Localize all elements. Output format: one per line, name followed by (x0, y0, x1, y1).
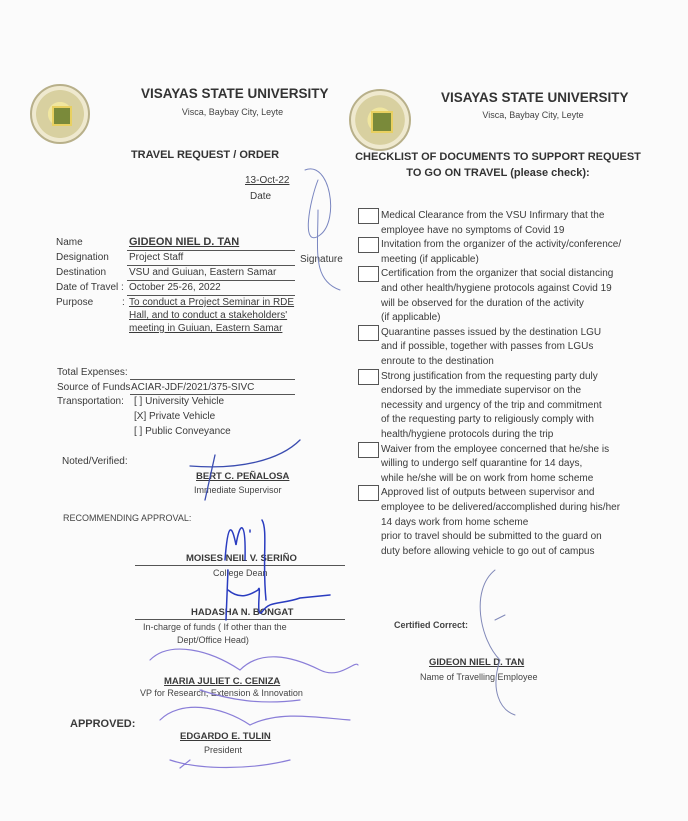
noted-label: Noted/Verified: (62, 456, 128, 467)
destination-label: Destination (56, 267, 107, 278)
checklist-item-text: Approved list of outputs between supervisor and (381, 487, 595, 499)
certified-correct-label: Certified Correct: (394, 620, 469, 630)
checklist-item-text: willing to undergo self quarantine for 14 days, (381, 458, 583, 470)
checklist-item-text: and if possible, together with passes from LGUs (381, 341, 594, 353)
form-title: TRAVEL REQUEST / ORDER (130, 149, 280, 161)
checklist-title: TO GO ON TRAVEL (please check): (406, 167, 590, 179)
checklist-item-text: Quarantine passes issued by the destination LGU (381, 326, 602, 338)
checklist-item-text: while he/she will be on work from home scheme (381, 472, 594, 484)
university-name: VISAYAS STATE UNIVERSITY (441, 90, 629, 105)
purpose-line: Hall, and to conduct a stakeholders' (129, 310, 288, 321)
approved-label: APPROVED: (70, 718, 136, 730)
transport-option-university: [ ] University Vehicle (134, 396, 225, 407)
designation-label: Designation (56, 252, 109, 263)
source-of-funds-label: Source of Funds (57, 382, 131, 393)
destination-value: VSU and Guiuan, Eastern Samar (129, 267, 277, 278)
checklist-title: CHECKLIST OF DOCUMENTS TO SUPPORT REQUEST (355, 151, 641, 163)
source-of-funds-value: ACIAR-JDF/2021/375-SIVC (131, 382, 296, 393)
university-address: Visca, Baybay City, Leyte (181, 107, 284, 117)
checklist-item-text: employee have no symptoms of Covid 19 (381, 224, 565, 236)
employee-title: Name of Travelling Employee (420, 672, 538, 682)
signature-label: Signature (300, 254, 343, 265)
name-label: Name (56, 237, 83, 248)
recommending-approval-label: RECOMMENDING APPROVAL: (63, 513, 192, 523)
checklist-item-text: and other health/hygiene protocols against Covid 19 (381, 283, 612, 294)
president-name: EDGARDO E. TULIN (180, 731, 271, 742)
checklist-item-text: employee to be delivered/accomplished during his/her (381, 502, 621, 513)
checklist-item-text: Certification from the organizer that social distancing (381, 268, 614, 280)
checklist-item-text: Invitation from the organizer of the activity/conference/ (381, 239, 622, 251)
vp-name: MARIA JULIET C. CENIZA (164, 676, 281, 687)
checklist-item-text: necessity and urgency of the trip and commitment (381, 399, 602, 411)
checklist-item-text: Waiver from the employee concerned that he/she is (381, 443, 610, 455)
total-expenses-label: Total Expenses: (57, 367, 128, 378)
funds-incharge-title: In-charge of funds ( If other than the (143, 622, 287, 632)
employee-name: GIDEON NIEL D. TAN (429, 657, 525, 668)
request-date: 13-Oct-22 (245, 175, 290, 186)
checklist-item-text: Strong justification from the requesting party duly (381, 370, 598, 382)
supervisor-title: Immediate Supervisor (194, 485, 282, 495)
checklist-item-text: (if applicable) (381, 312, 441, 324)
traveler-name: GIDEON NIEL D. TAN (129, 236, 240, 248)
checklist-item-text: prior to travel should be submitted to the guard on (381, 531, 602, 543)
date-of-travel-label: Date of Travel : (56, 282, 124, 293)
date-of-travel-value: October 25-26, 2022 (129, 282, 221, 293)
vp-title: VP for Research, Extension & Innovation (140, 688, 303, 698)
dean-title: College Dean (213, 568, 268, 578)
date-label: Date (250, 191, 272, 202)
checklist-item-text: 14 days work from home scheme (381, 516, 529, 528)
transportation-label: Transportation: (57, 396, 124, 407)
checklist-item-text: Medical Clearance from the VSU Infirmary that the (381, 210, 605, 221)
purpose-label: Purpose (56, 297, 94, 308)
transport-option-private: [X] Private Vehicle (134, 411, 216, 422)
designation-value: Project Staff (129, 252, 184, 263)
funds-incharge-name: HADASHA N. BONGAT (191, 607, 294, 618)
transport-option-public: [ ] Public Conveyance (134, 426, 231, 437)
purpose-line: meeting in Guiuan, Eastern Samar (129, 323, 283, 334)
university-name: VISAYAS STATE UNIVERSITY (141, 86, 329, 101)
funds-incharge-title: Dept/Office Head) (177, 635, 249, 645)
president-title: President (204, 745, 243, 755)
checklist-item-text: health/hygiene protocols during the trip (381, 429, 554, 440)
checklist-item-text: meeting (if applicable) (381, 253, 479, 265)
purpose-line: To conduct a Project Seminar in RDE (129, 297, 295, 308)
university-address: Visca, Baybay City, Leyte (482, 110, 584, 120)
purpose-colon: : (122, 297, 125, 308)
dean-name: MOISES NEIL V. SERIÑO (186, 553, 297, 564)
checklist-item-text: enroute to the destination (381, 356, 494, 367)
checklist-item-text: duty before allowing vehicle to go out of campus (381, 545, 595, 557)
checklist-item-text: of the requesting party to religiously comply with (381, 414, 594, 426)
checklist-item-text: will be observed for the duration of the activity (381, 297, 584, 309)
supervisor-name: BERT C. PEÑALOSA (196, 471, 290, 482)
checklist-item-text: endorsed by the immediate supervisor on the (381, 385, 582, 397)
